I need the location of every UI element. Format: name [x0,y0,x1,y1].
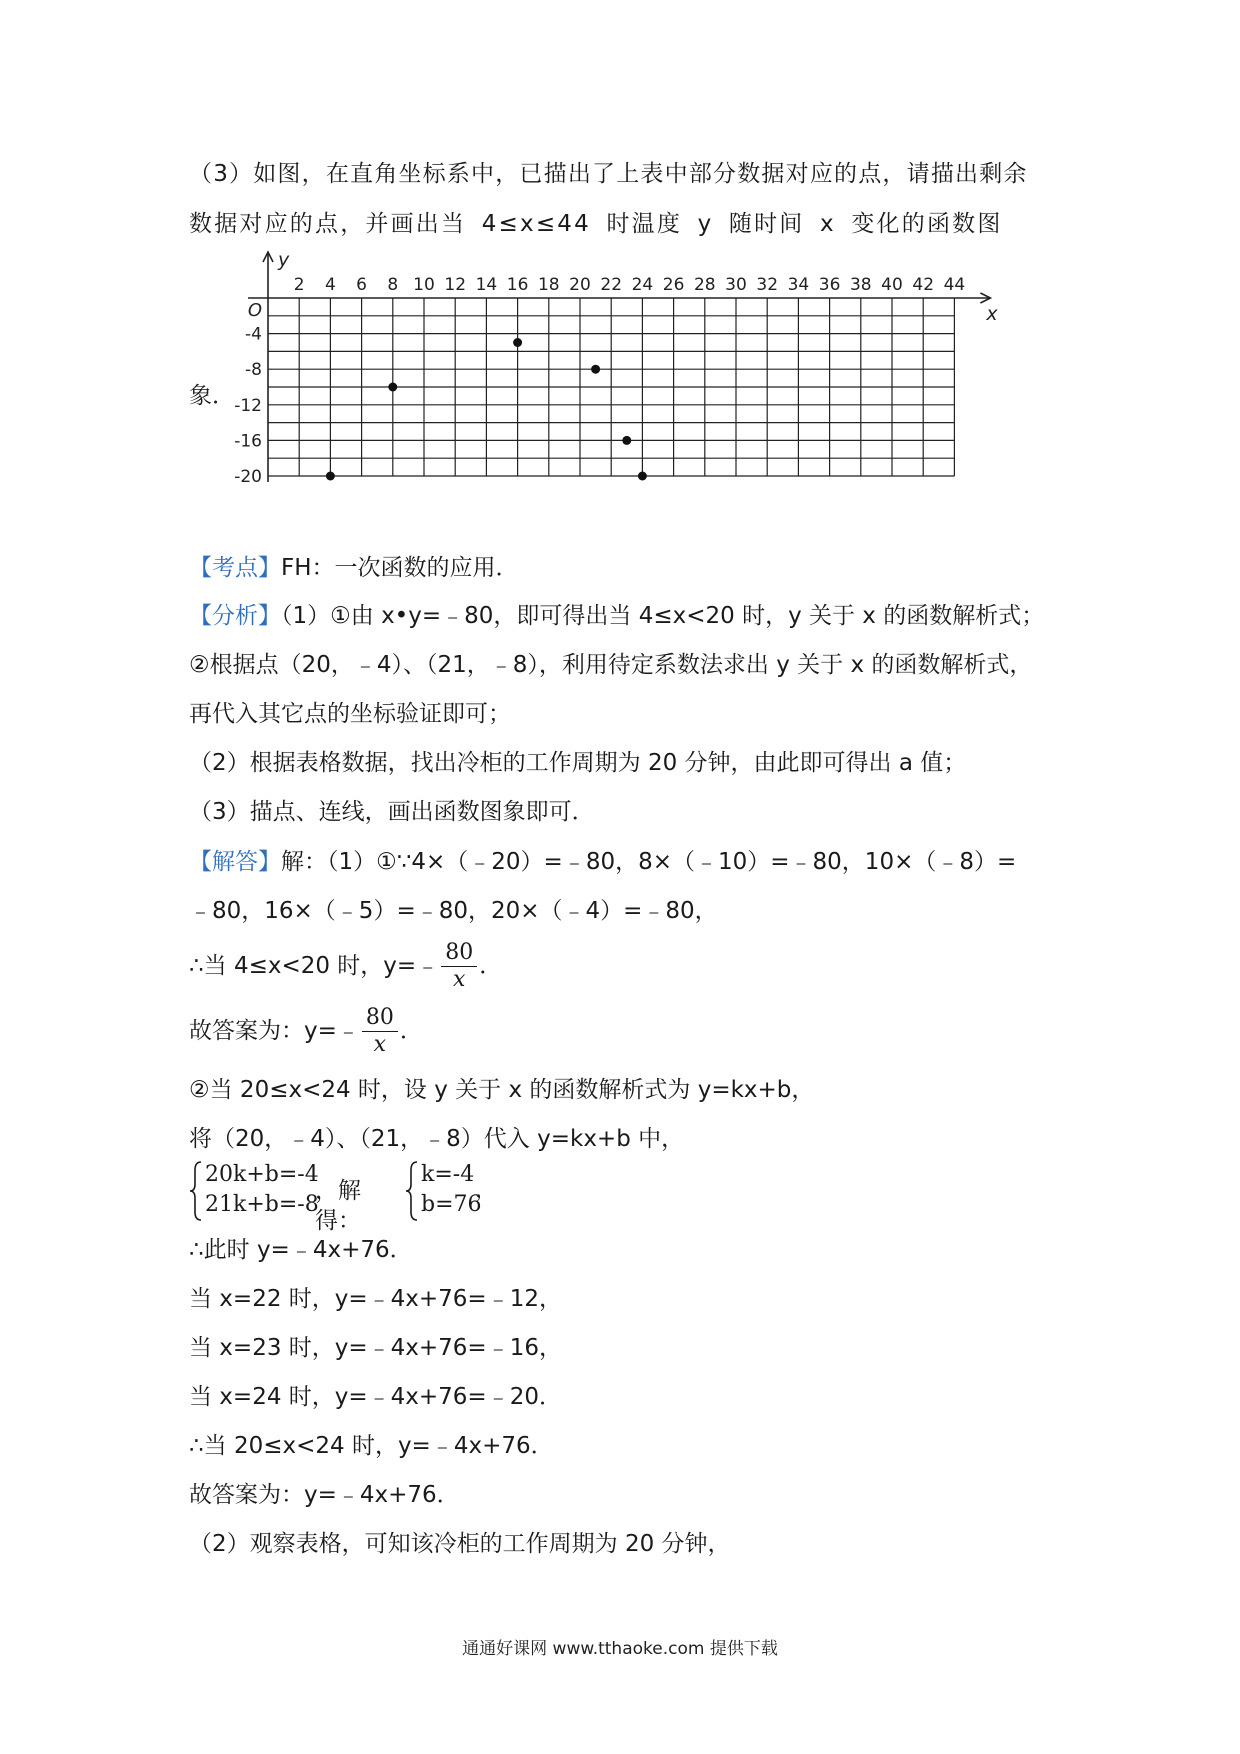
kaodian-text: FH：一次函数的应用． [281,555,519,581]
x-tick-label: 44 [943,275,966,295]
jieda-line-10: 当 x=23 时，y=﹣4x+76=﹣16， [189,1335,562,1361]
jieda-line-6: 将（20，﹣4）、（21，﹣8）代入 y=kx+b 中， [189,1126,685,1152]
system-eq-1: 20k+b=-4 [205,1162,319,1187]
y-tick-label: -4 [245,324,262,345]
kaodian-line [189,552,519,584]
fraction-numerator: 80 [362,1005,398,1032]
y-tick-label: -16 [234,431,262,452]
jieda-line-1 [189,846,1016,878]
jieda-line-5: ②当 20≤x<24 时，设 y 关于 x 的函数解析式为 y=kx+b， [189,1077,815,1103]
kaodian-tag: 【考点】 [189,555,281,581]
x-tick-label: 42 [912,275,935,295]
x-tick-label: 20 [569,275,591,295]
fenxi-tag: 【分析】 [189,603,281,629]
x-tick-label: 2 [293,275,305,295]
jieda-text-4-post: ． [399,1018,423,1044]
origin-label: O [247,300,262,321]
data-point [326,472,335,481]
x-tick-label: 8 [387,275,399,295]
system-mid-text: ，解得： [315,1178,361,1234]
x-tick-label: 10 [413,275,435,295]
data-point [513,338,522,347]
jieda-tag: 【解答】 [189,849,281,875]
x-tick-label: 18 [537,275,560,295]
x-tick-label: 14 [475,275,498,295]
data-point [622,436,631,445]
fenxi-line-4: （2）根据表格数据，找出冷柜的工作周期为 20 分钟，由此即可得出 a 值； [189,750,967,776]
data-point [638,472,647,481]
page-footer: 通通好课网 www.tthaoke.com 提供下载 [462,1639,778,1659]
part3-line-2: 数据对应的点，并画出当 4≤x≤44 时温度 y 随时间 x 变化的函数图 [189,211,1003,237]
x-tick-label: 6 [356,275,368,295]
solution-equations [421,1160,482,1220]
data-point [388,383,397,392]
jieda-line-12: ∴当 20≤x<24 时，y=﹣4x+76． [189,1433,554,1459]
x-tick-label: 16 [506,275,529,295]
solution-eq-2: b=76 [421,1192,482,1217]
coordinate-chart [228,249,998,520]
jieda-line-14: （2）观察表格，可知该冷柜的工作周期为 20 分钟， [189,1531,731,1557]
fenxi-line-5: （3）描点、连线，画出函数图象即可． [189,799,595,825]
x-tick-label: 24 [631,275,654,295]
jieda-line-3 [189,938,502,994]
fraction-numerator: 80 [441,940,477,967]
x-tick-label: 26 [662,275,685,295]
jieda-line-2: ﹣80，16×（﹣5）=﹣80，20×（﹣4）=﹣80， [189,898,718,924]
fraction-80-over-x [441,940,477,993]
x-tick-label: 28 [693,275,716,295]
jieda-text-1: 解：（1）①∵4×（﹣20）=﹣80，8×（﹣10）=﹣80，10×（﹣8）= [281,849,1017,875]
jieda-line-13: 故答案为：y=﹣4x+76． [189,1482,460,1508]
x-tick-label: 40 [881,275,903,295]
solution-eq-1: k=-4 [421,1162,475,1187]
y-axis-label: y [278,249,290,271]
y-tick-label: -12 [234,395,262,416]
y-tick-label: -8 [245,360,262,381]
fraction-denominator: x [373,1032,387,1057]
left-brace-icon [189,1160,203,1222]
x-tick-label: 32 [756,275,779,295]
jieda-text-3-pre: ∴当 4≤x<20 时，y=﹣ [189,953,440,979]
data-point [591,365,600,374]
x-tick-label: 30 [725,275,747,295]
jieda-text-4-pre: 故答案为：y=﹣ [189,1018,360,1044]
x-axis-label: x [986,303,998,325]
y-tick-label: -20 [234,467,262,487]
x-tick-label: 36 [818,275,841,295]
fraction-denominator: x [452,967,466,992]
jieda-line-8: ∴此时 y=﹣4x+76． [189,1237,413,1263]
jieda-line-4 [189,1003,423,1059]
x-tick-label: 12 [444,275,467,295]
jieda-line-11: 当 x=24 时，y=﹣4x+76=﹣20． [189,1384,562,1410]
x-tick-label: 22 [600,275,623,295]
x-tick-label: 34 [787,275,810,295]
system-eq-2: 21k+b=-8 [205,1192,319,1217]
fenxi-line-1 [189,600,1044,632]
system-equations [205,1160,319,1220]
system-end-text: ， [475,1178,498,1203]
part3-line-1: （3）如图，在直角坐标系中，已描出了上表中部分数据对应的点，请描出剩余 [189,161,1028,187]
part3-line-3: 象． [189,383,235,409]
jieda-text-3-post: ． [479,953,503,979]
x-tick-label: 4 [324,275,336,295]
x-tick-label: 38 [849,275,872,295]
left-brace-icon [405,1160,419,1222]
fenxi-line-2: ②根据点（20，﹣4）、（21，﹣8），利用待定系数法求出 y 关于 x 的函数解析式， [189,652,1033,678]
fraction-80-over-x-answer [362,1005,398,1058]
jieda-line-9: 当 x=22 时，y=﹣4x+76=﹣12， [189,1286,562,1312]
fenxi-line-3: 再代入其它点的坐标验证即可； [189,701,511,727]
fenxi-text-1: （1）①由 x•y=﹣80，即可得出当 4≤x<20 时，y 关于 x 的函数解析式； [281,603,1045,629]
